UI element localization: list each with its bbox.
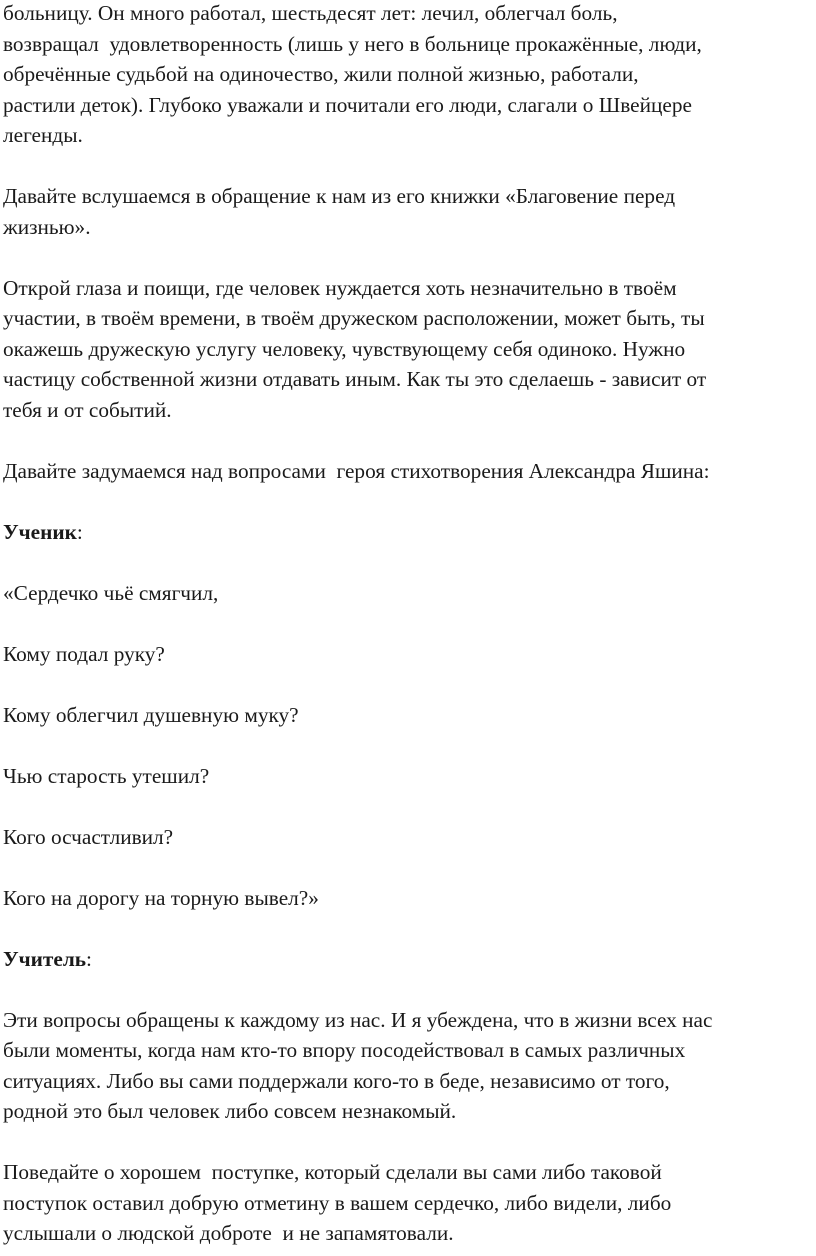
speaker-teacher — [3, 944, 813, 975]
paragraph-albert-schweitzer-hospital — [3, 0, 813, 151]
text-line: Поведайте о хорошем поступке, который сделали вы сами либо таковой — [3, 1160, 662, 1184]
paragraph-spacer — [3, 151, 813, 182]
text-line: услышали о людской доброте и не запамятовали. — [3, 1221, 454, 1245]
poem-line: Кому облегчил душевную муку? — [3, 702, 299, 727]
text-line: Эти вопросы обращены к каждому из нас. И я убеждена, что в жизни всех нас — [3, 1007, 713, 1032]
text-line: Давайте вслушаемся в обращение к нам из его книжки «Благовение перед — [3, 184, 676, 208]
paragraph-book-appeal — [3, 181, 813, 242]
text-line: поступок оставил добрую отметину в вашем сердечко, либо видели, либо — [3, 1190, 672, 1215]
speaker-student — [3, 517, 813, 548]
text-line: окажешь дружескую услугу человеку, чувствующему себя одиноко. Нужно — [3, 336, 686, 361]
speaker-colon: : — [86, 946, 92, 971]
text-line: Открой глаза и поищи, где человек нуждается хоть незначительно в твоём — [3, 275, 677, 300]
speaker-label: Ученик — [3, 519, 77, 544]
poem-spacer — [3, 608, 813, 639]
text-line: родной это был человек либо совсем незнакомый. — [3, 1099, 457, 1123]
text-line: частицу собственной жизни отдавать иным. Как ты это сделаешь - зависит от — [3, 367, 707, 391]
speaker-label: Учитель — [3, 946, 87, 971]
poem-spacer — [3, 852, 813, 883]
paragraph-teacher-remarks — [3, 1005, 813, 1127]
text-line: жизнью». — [3, 214, 91, 239]
poem-line: Кого осчастливил? — [3, 824, 174, 849]
text-line: больницу. Он много работал, шестьдесят лет: лечил, облегчал боль, — [3, 1, 618, 25]
paragraph-spacer — [3, 1127, 813, 1158]
paragraph-good-deed-prompt — [3, 1157, 813, 1249]
poem-spacer — [3, 791, 813, 822]
text-line: тебя и от событий. — [3, 397, 172, 422]
document-body — [3, 0, 813, 1249]
poem-line: Кого на дорогу на торную вывел?» — [3, 885, 319, 910]
poem-spacer — [3, 730, 813, 761]
text-line: были моменты, когда нам кто-то впору посодействовал в самых различных — [3, 1038, 686, 1062]
paragraph-spacer — [3, 547, 813, 578]
paragraph-spacer — [3, 425, 813, 456]
speaker-colon: : — [76, 519, 83, 544]
text-line: легенды. — [3, 123, 83, 147]
paragraph-spacer — [3, 242, 813, 273]
text-line: участии, в твоём времени, в твоём дружеском расположении, может быть, ты — [3, 306, 705, 330]
poem-line: Кому подал руку? — [3, 641, 165, 666]
poem-line: Чью старость утешил? — [3, 763, 210, 788]
poem-spacer — [3, 669, 813, 700]
paragraph-poem-intro — [3, 456, 813, 487]
text-line: возвращал удовлетворенность (лишь у него в больнице прокажённые, люди, — [3, 31, 702, 56]
poem-line: «Сердечко чьё смягчил, — [3, 580, 219, 605]
text-line: обречённые судьбой на одиночество, жили полной жизнью, работали, — [3, 62, 639, 86]
text-line: Давайте задумаемся над вопросами героя стихотворения Александра Яшина: — [3, 458, 710, 483]
paragraph-book-quote — [3, 273, 813, 426]
text-line: ситуациях. Либо вы сами поддержали кого-то в беде, независимо от того, — [3, 1068, 670, 1093]
paragraph-spacer — [3, 974, 813, 1005]
paragraph-spacer — [3, 486, 813, 517]
poem — [3, 578, 813, 914]
text-line: растили деток). Глубоко уважали и почитали его люди, слагали о Швейцере — [3, 92, 692, 117]
paragraph-spacer — [3, 913, 813, 944]
